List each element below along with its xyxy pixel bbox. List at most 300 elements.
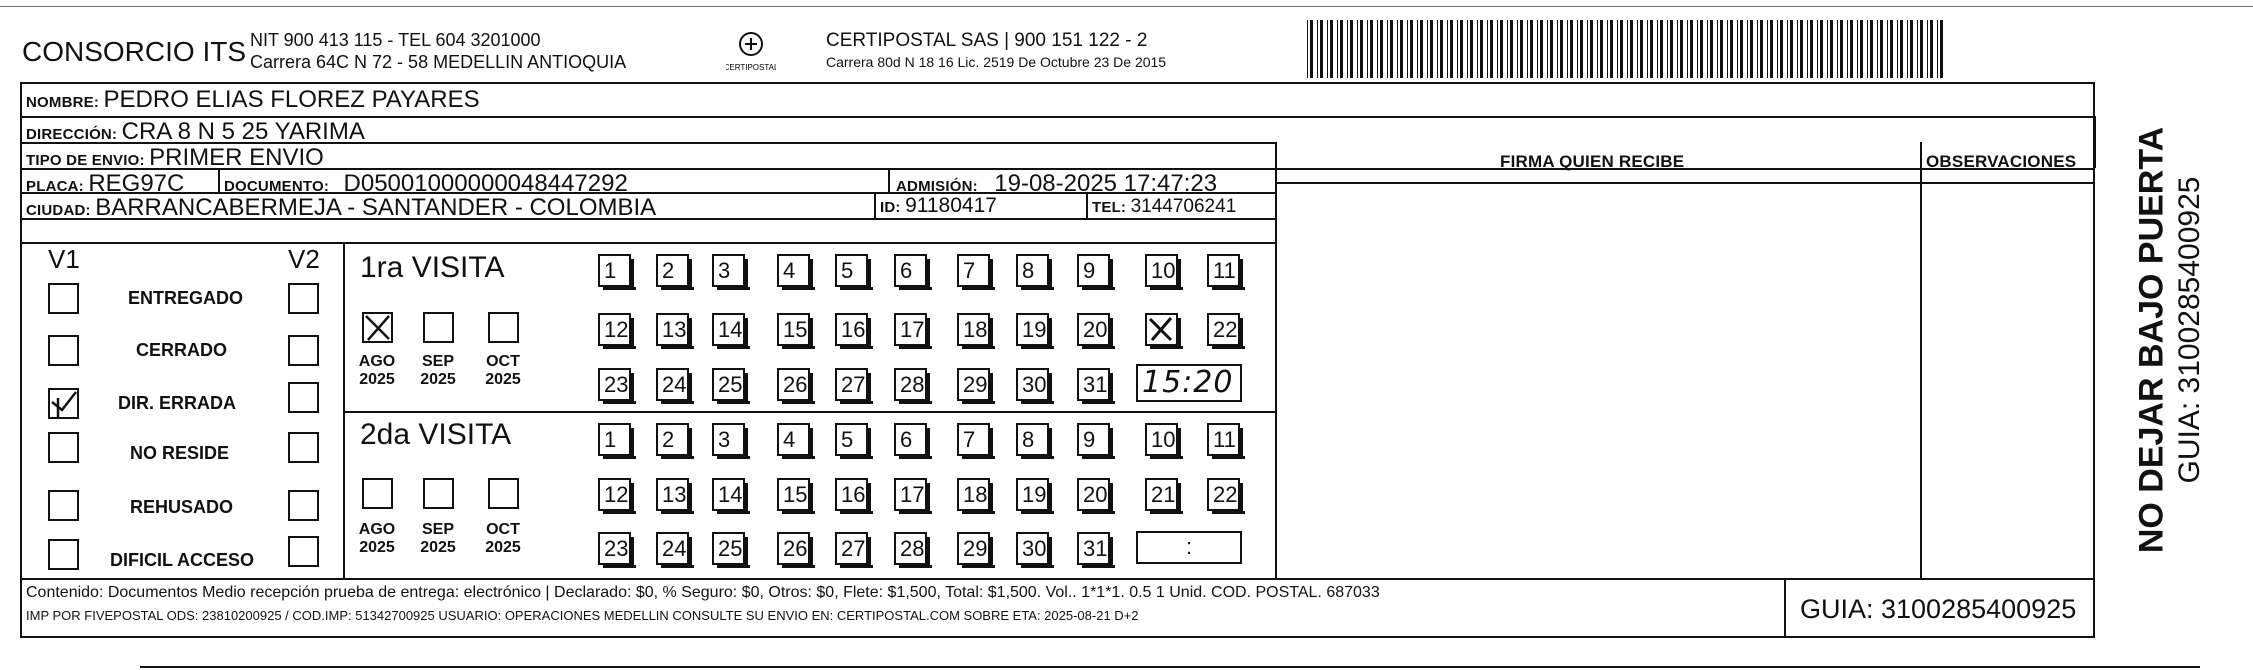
- visit2-day-label: 30: [1022, 536, 1047, 561]
- barcode-bar: [1600, 20, 1603, 78]
- barcode: [1307, 20, 1947, 78]
- certipostal-license: Carrera 80d N 18 16 Lic. 2519 De Octubre 23 De 2015: [826, 54, 1167, 70]
- id-label: ID:: [880, 199, 901, 216]
- barcode-bar: [1787, 20, 1788, 78]
- visit2-month-oct-label: OCT 2025: [485, 521, 521, 556]
- visit2-day-label: 31: [1083, 536, 1108, 561]
- visit1-day-label: 31: [1083, 372, 1108, 397]
- visit2-day-8[interactable]: [1016, 423, 1049, 456]
- barcode-bar: [1830, 20, 1833, 78]
- visit2-day-18[interactable]: [957, 478, 990, 511]
- barcode-bar: [1477, 20, 1478, 78]
- check-mark-icon: [48, 388, 79, 419]
- barcode-bar: [1420, 20, 1423, 78]
- barcode-bar: [1307, 20, 1308, 78]
- visit2-day-label: 13: [662, 482, 687, 507]
- admision-value: 19-08-2025 17:47:23: [994, 170, 1218, 197]
- visit1-day-17[interactable]: [894, 313, 927, 346]
- visit2-day-15[interactable]: [777, 478, 810, 511]
- visit2-day-30[interactable]: [1016, 532, 1049, 565]
- visit2-day-3[interactable]: [712, 423, 745, 456]
- barcode-bar: [1770, 20, 1773, 78]
- visit1-day-25[interactable]: [712, 368, 745, 401]
- barcode-bar: [1700, 20, 1703, 78]
- barcode-bar: [1467, 20, 1468, 78]
- barcode-bar: [1447, 20, 1448, 78]
- barcode-bar: [1457, 20, 1458, 78]
- admision-label: ADMISIÓN:: [896, 178, 978, 195]
- visit2-day-label: 7: [963, 427, 976, 452]
- visit2-day-label: 15: [783, 482, 808, 507]
- visit2-day-label: 18: [963, 482, 988, 507]
- v2-checkbox-entregado[interactable]: [288, 283, 319, 314]
- visit1-day-label: 8: [1022, 258, 1035, 283]
- barcode-bar: [1670, 20, 1673, 78]
- visit1-day-label: 11: [1213, 258, 1236, 283]
- barcode-bar: [1527, 20, 1528, 78]
- barcode-bar: [1390, 20, 1393, 78]
- visit1-day-4[interactable]: [777, 254, 810, 287]
- visit2-day-27[interactable]: [835, 532, 868, 565]
- visit1-day-31[interactable]: [1077, 368, 1110, 401]
- visit2-day-label: 5: [841, 427, 854, 452]
- visit1-day-23[interactable]: [598, 368, 631, 401]
- visit2-day-label: 6: [900, 427, 913, 452]
- visit2-day-14[interactable]: [712, 478, 745, 511]
- company-nit: NIT 900 413 115 - TEL 604 3201000: [250, 30, 541, 50]
- barcode-bar: [1810, 20, 1813, 78]
- status-label-cerrado: CERRADO: [136, 340, 228, 360]
- visit1-day-30[interactable]: [1016, 368, 1049, 401]
- visit1-day-27[interactable]: [835, 368, 868, 401]
- visit2-day-label: 24: [662, 536, 687, 561]
- v2-checkbox-rehusado[interactable]: [288, 490, 319, 521]
- visit1-day-label: 14: [718, 317, 743, 342]
- visit2-day-21[interactable]: [1145, 478, 1178, 511]
- visit1-day-10[interactable]: [1145, 254, 1178, 287]
- barcode-bar: [1827, 20, 1828, 78]
- barcode-bar: [1460, 20, 1463, 78]
- visit1-day-label: 24: [662, 372, 687, 397]
- v1-checkbox-cerrado[interactable]: [48, 335, 79, 366]
- barcode-bar: [1657, 20, 1658, 78]
- visit2-day-label: 28: [900, 536, 925, 561]
- visit1-day-label: 28: [900, 372, 925, 397]
- visit2-day-4[interactable]: [777, 423, 810, 456]
- tipo-envio-value: PRIMER ENVIO: [149, 144, 324, 171]
- visit1-day-label: 13: [662, 317, 687, 342]
- barcode-bar: [1607, 20, 1608, 78]
- visit1-time-written: [1136, 364, 1242, 402]
- barcode-bar: [1597, 20, 1598, 78]
- barcode-bar: [1847, 20, 1848, 78]
- barcode-bar: [1450, 20, 1453, 78]
- visit1-month-ago-label: AGO 2025: [358, 353, 396, 388]
- visit1-day-label: 19: [1022, 317, 1047, 342]
- v1-checkbox-dir-errada[interactable]: [48, 388, 79, 419]
- visit1-day-label: 18: [963, 317, 988, 342]
- barcode-bar: [1530, 20, 1533, 78]
- barcode-bar: [1667, 20, 1668, 78]
- visit2-day-label: 29: [963, 536, 988, 561]
- barcode-bar: [1620, 20, 1623, 78]
- barcode-bar: [1487, 20, 1488, 78]
- visit2-day-9[interactable]: [1077, 423, 1110, 456]
- barcode-bar: [1820, 20, 1823, 78]
- barcode-bar: [1890, 20, 1893, 78]
- barcode-bar: [1740, 20, 1743, 78]
- barcode-bar: [1800, 20, 1803, 78]
- barcode-bar: [1367, 20, 1368, 78]
- visit2-day-label: 27: [841, 536, 866, 561]
- barcode-bar: [1870, 20, 1873, 78]
- visit2-day-label: 16: [841, 482, 866, 507]
- tel-value: 3144706241: [1130, 196, 1237, 217]
- visit1-day-label: 30: [1022, 372, 1047, 397]
- tel-field: [1092, 196, 1236, 218]
- barcode-bar: [1567, 20, 1568, 78]
- barcode-bar: [1540, 20, 1543, 78]
- visit1-day-20[interactable]: [1077, 313, 1110, 346]
- barcode-bar: [1680, 20, 1683, 78]
- visit1-day-label: 22: [1213, 317, 1238, 342]
- nombre-label: NOMBRE:: [26, 94, 100, 111]
- barcode-bar: [1920, 20, 1923, 78]
- barcode-bar: [1580, 20, 1583, 78]
- visit2-day-24[interactable]: [656, 532, 689, 565]
- visit1-day-label: 1: [604, 258, 617, 283]
- visit1-day-22[interactable]: [1207, 313, 1240, 346]
- barcode-bar: [1437, 20, 1438, 78]
- visit1-day-28[interactable]: [894, 368, 927, 401]
- visit2-time-field[interactable]: [1136, 531, 1242, 564]
- status-label-no-reside: NO RESIDE: [130, 443, 230, 463]
- visit2-month-sep-checkbox[interactable]: [423, 478, 454, 509]
- visit1-day-label: 17: [900, 317, 925, 342]
- barcode-bar: [1387, 20, 1388, 78]
- visit2-day-5[interactable]: [835, 423, 868, 456]
- barcode-bar: [1900, 20, 1903, 78]
- x-mark-icon: [362, 312, 393, 343]
- v2-checkbox-dir-errada[interactable]: [288, 382, 319, 413]
- visit1-day-15[interactable]: [777, 313, 810, 346]
- barcode-bar: [1937, 20, 1938, 78]
- v2-checkbox-no-reside[interactable]: [288, 432, 319, 463]
- visit1-day-11[interactable]: [1207, 254, 1240, 287]
- v2-checkbox-cerrado[interactable]: [288, 335, 319, 366]
- visit1-title: 1ra VISITA: [360, 251, 505, 284]
- visit2-day-31[interactable]: [1077, 532, 1110, 565]
- visit2-day-label: 10: [1151, 427, 1176, 452]
- visit1-day-6[interactable]: [894, 254, 927, 287]
- visit1-day-19[interactable]: [1016, 313, 1049, 346]
- visit2-day-19[interactable]: [1016, 478, 1049, 511]
- visit1-day-label: 9: [1083, 258, 1096, 283]
- x-mark-icon: [1145, 313, 1178, 346]
- barcode-bar: [1760, 20, 1763, 78]
- visit1-day-12[interactable]: [598, 313, 631, 346]
- visit1-month-sep-label: SEP 2025: [420, 353, 456, 388]
- visit2-time-placeholder: :: [1185, 534, 1193, 559]
- visit1-day-label: 16: [841, 317, 866, 342]
- visit1-day-1[interactable]: [598, 254, 631, 287]
- barcode-bar: [1690, 20, 1693, 78]
- barcode-bar: [1357, 20, 1358, 78]
- ciudad-label: CIUDAD:: [26, 202, 91, 219]
- visit2-day-label: 23: [604, 536, 629, 561]
- barcode-bar: [1310, 20, 1313, 78]
- visit2-day-label: 11: [1213, 427, 1236, 452]
- visit2-day-label: 26: [783, 536, 808, 561]
- barcode-bar: [1880, 20, 1883, 78]
- barcode-bar: [1510, 20, 1513, 78]
- barcode-bar: [1677, 20, 1678, 78]
- visit1-day-26[interactable]: [777, 368, 810, 401]
- barcode-bar: [1720, 20, 1723, 78]
- barcode-bar: [1360, 20, 1363, 78]
- visit2-day-23[interactable]: [598, 532, 631, 565]
- barcode-bar: [1587, 20, 1588, 78]
- visit2-day-12[interactable]: [598, 478, 631, 511]
- barcode-bar: [1370, 20, 1373, 78]
- visit2-day-2[interactable]: [656, 423, 689, 456]
- visit1-month-sep-checkbox[interactable]: [423, 312, 454, 343]
- barcode-bar: [1710, 20, 1713, 78]
- visit2-day-10[interactable]: [1145, 423, 1178, 456]
- barcode-bar: [1867, 20, 1868, 78]
- certipostal-info: CERTIPOSTAL SAS | 900 151 122 - 2: [826, 30, 1148, 51]
- visit2-day-7[interactable]: [957, 423, 990, 456]
- barcode-bar: [1780, 20, 1783, 78]
- barcode-bar: [1707, 20, 1708, 78]
- main-frame: [20, 82, 2095, 638]
- no-dejar-bajo-puerta-text: NO DEJAR BAJO PUERTA: [2132, 126, 2171, 554]
- barcode-bar: [1507, 20, 1508, 78]
- barcode-bar: [1570, 20, 1573, 78]
- visit1-month-ago-checkbox[interactable]: [362, 312, 393, 343]
- direccion-label: DIRECCIÓN:: [26, 126, 118, 143]
- visit1-time-value: 15:20: [1142, 365, 1234, 400]
- barcode-bar: [1410, 20, 1413, 78]
- visit1-day-9[interactable]: [1077, 254, 1110, 287]
- visit2-day-16[interactable]: [835, 478, 868, 511]
- nombre-row: [26, 86, 480, 114]
- barcode-bar: [1840, 20, 1843, 78]
- barcode-bar: [1897, 20, 1898, 78]
- visit2-month-ago-label: AGO 2025: [358, 521, 396, 556]
- visit1-month-oct-checkbox[interactable]: [488, 312, 519, 343]
- visit2-month-oct-checkbox[interactable]: [488, 478, 519, 509]
- barcode-bar: [1927, 20, 1928, 78]
- visit2-day-label: 19: [1022, 482, 1047, 507]
- visit1-day-label: 7: [963, 258, 976, 283]
- visit1-day-label: 29: [963, 372, 988, 397]
- visit1-day-label: 20: [1083, 317, 1108, 342]
- barcode-bar: [1407, 20, 1408, 78]
- visit1-day-13[interactable]: [656, 313, 689, 346]
- barcode-bar: [1557, 20, 1558, 78]
- visit2-day-11[interactable]: [1207, 423, 1240, 456]
- barcode-bar: [1737, 20, 1738, 78]
- barcode-bar: [1630, 20, 1633, 78]
- barcode-bar: [1647, 20, 1648, 78]
- status-label-rehusado: REHUSADO: [130, 497, 234, 517]
- barcode-bar: [1940, 20, 1943, 78]
- barcode-bar: [1537, 20, 1538, 78]
- barcode-bar: [1330, 20, 1333, 78]
- barcode-bar: [1500, 20, 1503, 78]
- barcode-bar: [1490, 20, 1493, 78]
- visit1-day-21[interactable]: [1145, 313, 1178, 346]
- visit1-day-2[interactable]: [656, 254, 689, 287]
- placa-value: REG97C: [88, 170, 185, 197]
- visit1-day-29[interactable]: [957, 368, 990, 401]
- barcode-bar: [1790, 20, 1793, 78]
- visit2-day-label: 20: [1083, 482, 1108, 507]
- barcode-bar: [1797, 20, 1798, 78]
- visit1-day-label: 2: [662, 258, 675, 283]
- visit2-day-29[interactable]: [957, 532, 990, 565]
- footer-print-line: IMP POR FIVEPOSTAL ODS: 23810200925 / COD.IMP: 51342700925 USUARIO: OPERACIONES MEDELLIN CONSULTE SU ENVIO EN: CERTIPOSTAL.COM SOBRE ETA: 2025-08-21 D+2: [26, 608, 1139, 623]
- barcode-bar: [1427, 20, 1428, 78]
- barcode-bar: [1320, 20, 1323, 78]
- visit1-day-label: 6: [900, 258, 913, 283]
- barcode-bar: [1640, 20, 1643, 78]
- barcode-bar: [1837, 20, 1838, 78]
- v1-header: V1: [48, 244, 80, 274]
- ciudad-value: BARRANCABERMEJA - SANTANDER - COLOMBIA: [95, 194, 657, 221]
- barcode-bar: [1730, 20, 1733, 78]
- visit1-day-14[interactable]: [712, 313, 745, 346]
- barcode-bar: [1877, 20, 1878, 78]
- barcode-bar: [1777, 20, 1778, 78]
- visit1-day-label: 15: [783, 317, 808, 342]
- barcode-bar: [1817, 20, 1818, 78]
- visit2-day-20[interactable]: [1077, 478, 1110, 511]
- barcode-bar: [1660, 20, 1663, 78]
- barcode-bar: [1727, 20, 1728, 78]
- barcode-bar: [1397, 20, 1398, 78]
- barcode-bar: [1340, 20, 1343, 78]
- barcode-bar: [1807, 20, 1808, 78]
- visit2-day-label: 3: [718, 427, 731, 452]
- v1-checkbox-no-reside[interactable]: [48, 432, 79, 463]
- barcode-bar: [1440, 20, 1443, 78]
- visit2-day-22[interactable]: [1207, 478, 1240, 511]
- nombre-value: PEDRO ELIAS FLOREZ PAYARES: [103, 86, 480, 113]
- visit1-day-18[interactable]: [957, 313, 990, 346]
- ciudad-field: [26, 194, 656, 222]
- v2-checkbox-dificil-acceso[interactable]: [288, 536, 319, 567]
- firma-header: FIRMA QUIEN RECIBE: [1500, 152, 1685, 171]
- barcode-bar: [1517, 20, 1518, 78]
- barcode-bar: [1577, 20, 1578, 78]
- visit2-day-label: 14: [718, 482, 743, 507]
- barcode-bar: [1377, 20, 1378, 78]
- status-label-dir-errada: DIR. ERRADA: [118, 393, 237, 413]
- barcode-bar: [1697, 20, 1698, 78]
- visit1-month-oct-label: OCT 2025: [485, 353, 521, 388]
- barcode-bar: [1350, 20, 1353, 78]
- documento-value: D05001000000048447292: [343, 170, 628, 197]
- visit1-day-16[interactable]: [835, 313, 868, 346]
- barcode-bar: [1757, 20, 1758, 78]
- footer-content-line: Contenido: Documentos Medio recepción prueba de entrega: electrónico | Declarado: $0, % Seguro: $0, Otros: $0, Flete: $1,500, Total: $1,500. Vol.. 1*1*1. 0.5 1 Unid. COD. POSTAL. 687033: [26, 584, 1380, 601]
- barcode-bar: [1470, 20, 1473, 78]
- barcode-bar: [1337, 20, 1338, 78]
- observaciones-header: OBSERVACIONES: [1926, 152, 2077, 171]
- tipo-envio-label: TIPO DE ENVIO:: [26, 152, 145, 169]
- status-label-dificil-acceso: DIFICIL ACCESO: [110, 550, 255, 570]
- barcode-bar: [1590, 20, 1593, 78]
- visit1-day-5[interactable]: [835, 254, 868, 287]
- barcode-bar: [1617, 20, 1618, 78]
- barcode-bar: [1610, 20, 1613, 78]
- visit1-day-7[interactable]: [957, 254, 990, 287]
- logo-text: CERTIPOSTAL: [726, 63, 776, 72]
- barcode-bar: [1687, 20, 1688, 78]
- visit2-day-label: 12: [604, 482, 629, 507]
- id-field: [880, 194, 997, 218]
- visit2-day-label: 8: [1022, 427, 1035, 452]
- barcode-bar: [1910, 20, 1913, 78]
- v1-checkbox-entregado[interactable]: [48, 283, 79, 314]
- visit1-day-3[interactable]: [712, 254, 745, 287]
- barcode-bar: [1520, 20, 1523, 78]
- visit2-day-26[interactable]: [777, 532, 810, 565]
- visit2-day-25[interactable]: [712, 532, 745, 565]
- visit1-day-8[interactable]: [1016, 254, 1049, 287]
- barcode-bar: [1430, 20, 1433, 78]
- visit1-day-24[interactable]: [656, 368, 689, 401]
- visit2-day-13[interactable]: [656, 478, 689, 511]
- visit2-month-ago-checkbox[interactable]: [362, 478, 393, 509]
- barcode-bar: [1907, 20, 1908, 78]
- visit1-day-label: 27: [841, 372, 866, 397]
- visit2-day-17[interactable]: [894, 478, 927, 511]
- visit2-day-1[interactable]: [598, 423, 631, 456]
- visit1-day-label: 5: [841, 258, 854, 283]
- v1-checkbox-rehusado[interactable]: [48, 490, 79, 521]
- direccion-value: CRA 8 N 5 25 YARIMA: [121, 118, 365, 145]
- barcode-bar: [1417, 20, 1418, 78]
- visit2-day-label: 25: [718, 536, 743, 561]
- barcode-bar: [1650, 20, 1653, 78]
- barcode-bar: [1917, 20, 1918, 78]
- visit2-title: 2da VISITA: [360, 418, 512, 451]
- barcode-bar: [1717, 20, 1718, 78]
- visit2-day-label: 21: [1151, 482, 1176, 507]
- v1-checkbox-dificil-acceso[interactable]: [48, 539, 79, 570]
- visit2-day-6[interactable]: [894, 423, 927, 456]
- barcode-bar: [1930, 20, 1933, 78]
- v2-header: V2: [288, 244, 320, 274]
- visit2-day-label: 22: [1213, 482, 1238, 507]
- barcode-bar: [1857, 20, 1858, 78]
- side-guia-text: GUIA: 3100285400925: [2173, 176, 2206, 484]
- visit2-day-label: 17: [900, 482, 925, 507]
- placa-label: PLACA:: [26, 178, 84, 195]
- barcode-bar: [1400, 20, 1403, 78]
- visit2-day-28[interactable]: [894, 532, 927, 565]
- visit1-day-label: 25: [718, 372, 743, 397]
- visit1-day-label: 10: [1151, 258, 1176, 283]
- company-name: CONSORCIO ITS: [22, 36, 247, 67]
- tipo-envio-row: [26, 144, 324, 172]
- footer-guia: GUIA: 3100285400925: [1800, 594, 2077, 624]
- tel-label: TEL:: [1092, 199, 1127, 216]
- barcode-bar: [1317, 20, 1318, 78]
